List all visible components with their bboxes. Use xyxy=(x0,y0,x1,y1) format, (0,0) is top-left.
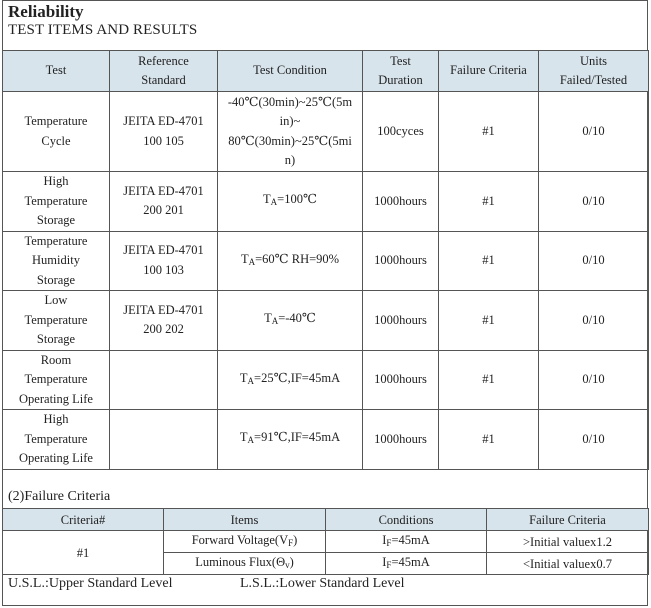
table-row xyxy=(3,410,649,470)
header-reference-standard: Reference Standard xyxy=(110,51,218,92)
units-cell: 0/10 xyxy=(539,291,649,351)
table-row xyxy=(3,350,649,410)
condition-cell: $T_A=-40℃$ xyxy=(218,291,363,351)
test-name-cell: Low Temperature Storage xyxy=(3,291,110,351)
reference-cell: JEITA ED-4701 100 105 xyxy=(110,92,218,172)
footer-lsl: L.S.L.:Lower Standard Level xyxy=(240,576,405,591)
header-test: Test xyxy=(3,51,110,92)
failure-criteria-cell: #1 xyxy=(439,410,539,470)
reference-cell: JEITA ED-4701 200 202 xyxy=(110,291,218,351)
table-row xyxy=(3,231,649,291)
table-row xyxy=(3,172,649,232)
test-name-cell: Temperature Humidity Storage xyxy=(3,231,110,291)
header-failure-criteria: Failure Criteria xyxy=(439,51,539,92)
header-conditions: Conditions xyxy=(326,509,487,531)
failure-criteria-cell: #1 xyxy=(439,231,539,291)
failure-criteria-cell: #1 xyxy=(439,291,539,351)
header-test-condition: Test Condition xyxy=(218,51,363,92)
criteria-row xyxy=(3,531,649,553)
condition-cell: $T_A=91℃,IF=45mA$ xyxy=(218,410,363,470)
units-cell: 0/10 xyxy=(539,172,649,232)
reference-cell: JEITA ED-4701 200 201 xyxy=(110,172,218,232)
reference-cell xyxy=(110,410,218,470)
reliability-test-table xyxy=(2,50,649,470)
units-cell: 0/10 xyxy=(539,410,649,470)
failure-value-cell: <Initial valuex0.7 xyxy=(487,553,649,575)
page-subtitle: TEST ITEMS AND RESULTS xyxy=(8,22,198,38)
duration-cell: 1000hours xyxy=(363,350,439,410)
footer-usl: U.S.L.:Upper Standard Level xyxy=(8,576,173,591)
reference-cell xyxy=(110,350,218,410)
test-name-cell: High Temperature Storage xyxy=(3,172,110,232)
failure-criteria-cell: #1 xyxy=(439,350,539,410)
failure-criteria-cell: #1 xyxy=(439,92,539,172)
criteria-header-row xyxy=(3,509,649,531)
test-name-cell: High Temperature Operating Life xyxy=(3,410,110,470)
condition-cell: $I_F=45mA$ xyxy=(326,531,487,553)
criteria-id-cell: #1 xyxy=(3,531,164,575)
header-units-failed-tested: Units Failed/Tested xyxy=(539,51,649,92)
header-failure-criteria: Failure Criteria xyxy=(487,509,649,531)
table-row xyxy=(3,291,649,351)
failure-value-cell: >Initial valuex1.2 xyxy=(487,531,649,553)
condition-cell: $T_A=100℃$ xyxy=(218,172,363,232)
failure-criteria-cell: #1 xyxy=(439,172,539,232)
condition-cell: $T_A=60℃$ RH=90% xyxy=(218,231,363,291)
header-items: Items xyxy=(164,509,326,531)
reference-cell: JEITA ED-4701 100 103 xyxy=(110,231,218,291)
units-cell: 0/10 xyxy=(539,350,649,410)
failure-criteria-table xyxy=(2,508,649,575)
header-test-duration: Test Duration xyxy=(363,51,439,92)
test-name-cell: Room Temperature Operating Life xyxy=(3,350,110,410)
duration-cell: 1000hours xyxy=(363,410,439,470)
page-title: Reliability xyxy=(8,2,84,21)
header-criteria-number: Criteria# xyxy=(3,509,164,531)
units-cell: 0/10 xyxy=(539,231,649,291)
condition-cell: -40℃(30min)~25℃(5m in)~ 80℃(30min)~25℃(5mi n) xyxy=(218,92,363,172)
test-name-cell: Temperature Cycle xyxy=(3,92,110,172)
duration-cell: 100cyces xyxy=(363,92,439,172)
duration-cell: 1000hours xyxy=(363,231,439,291)
duration-cell: 1000hours xyxy=(363,172,439,232)
table-header-row xyxy=(3,51,649,92)
item-cell: Forward $Voltage(V_F)$ xyxy=(164,531,326,553)
condition-cell: $T_A=25℃,IF=45mA$ xyxy=(218,350,363,410)
item-cell: Luminous $Flux(\Theta_v)$ xyxy=(164,553,326,575)
condition-cell: $I_F=45mA$ xyxy=(326,553,487,575)
duration-cell: 1000hours xyxy=(363,291,439,351)
failure-criteria-heading: (2)Failure Criteria xyxy=(8,489,111,504)
units-cell: 0/10 xyxy=(539,92,649,172)
table-row xyxy=(3,92,649,172)
